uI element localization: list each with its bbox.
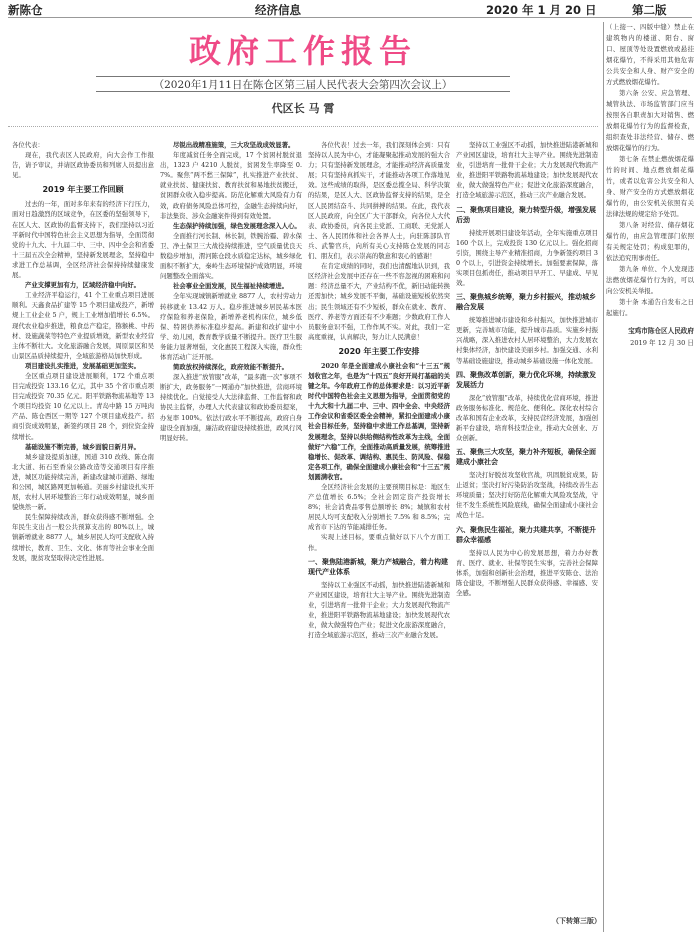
notice-paragraph: 第九条 单位、个人发现违法燃放烟花爆竹行为的，可以向公安机关举报。 xyxy=(606,265,694,295)
plan-item-heading: 四、聚焦改革创新，聚力优化环境，持续激发发展活力 xyxy=(456,370,596,389)
plan-item-body: 坚决打好脱贫攻坚收官战，巩固脱贫成果，防止返贫；坚决打好污染防治攻坚战，持续改善生态环境质量；坚决打好防范化解重大风险攻坚战，守住不发生系统性风险底线，确保全面建成小康社会成色十足。 xyxy=(456,471,598,520)
review-paragraph: 在肯定成绩的同时，我们也清醒地认识到，我区经济社会发展中还存在一些不容忽视的困难和问题：经济总量不大，产业结构不优，新旧动能转换还需加快；城乡发展不平衡，基础设施短板依然突出；民生领域还有不少短板，群众在就业、教育、医疗、养老等方面还有不少难题；少数政府工作人员服务意识不强，工作作风不实。对此，我们一定高度重视，认真解决，努力让人民满意！ xyxy=(308,262,450,341)
text-column-4 xyxy=(456,140,598,930)
plan-item-heading: 五、聚焦三大攻坚，聚力补齐短板，确保全面建成小康社会 xyxy=(456,448,596,467)
main-article xyxy=(8,22,604,932)
review-paragraph: 过去的一年，面对多年来有的经济下行压力，面对日趋激烈的区域竞争，在区委的坚强领导下，在区人大、区政协的监督支持下，我们坚持以习近平新时代中国特色社会主义思想为指导，全面贯彻党的十九大、十九届二中、三中、四中全会和省委十三届五次全会精神，坚持新发展理念，坚持稳中求进工作总基调，全区经济社会保持持续健康发展。 xyxy=(12,200,154,280)
section-heading-plan: 2020 年主要工作安排 xyxy=(338,346,420,356)
plan-item-heading: 六、聚焦民生福祉，聚力共建共享，不断提升群众幸福感 xyxy=(456,525,596,544)
article-title: 政府工作报告 xyxy=(188,32,417,70)
section-heading-review: 2019 年主要工作回顾 xyxy=(42,185,124,195)
item-heading: 简政放权持续深化，政府效能不断提升。 xyxy=(173,363,289,372)
review-paragraph: 各位代表！过去一年，我们深刻体会到：只有坚持以人民为中心，才能凝聚起推动发展的强大合力；只有坚持新发展理念，才能推动经济高质量发展；只有坚持真抓实干，才能推动各项工作落地见效。这些成绩的取得，是区委总揽全局、科学决策的结果，是区人大、区政协监督支持的结果，是全区人民团结奋斗、共同拼搏的结果。在此，我代表区人民政府，向全区广大干部群众，向各位人大代表、政协委员，向各民主党派、工商联、无党派人士、各人民团体和社会各界人士，向驻陈部队官兵、武警官兵，向所有关心支持陈仓发展的同志们、朋友们，表示崇高的敬意和衷心的感谢！ xyxy=(308,141,450,261)
masthead xyxy=(8,4,692,18)
notice-date: 2019 年 12 月 30 日 xyxy=(630,339,694,347)
item-heading: 社会事业全面发展，民生福祉持续增进。 xyxy=(173,282,289,291)
page-number: 第二版 xyxy=(632,3,667,17)
item-heading: 生态保护持续加强，绿色发展理念深入人心。 xyxy=(173,221,301,230)
continued-note: （下转第三版） xyxy=(552,917,601,925)
text-column-3 xyxy=(308,140,450,930)
newspaper-name: 新陈仓 xyxy=(8,3,43,17)
notice-paragraph: （上接一、四版中缝）禁止在建筑物内的楼道、阳台、窗口、屋顶等处设置燃放或悬挂烟花爆竹，不得采用其他危害公共安全和人身、财产安全的方式燃放烟花爆竹。 xyxy=(606,23,694,86)
notice-paragraph: 第八条 对经营、储存烟花爆竹的，由应急管理部门依照有关规定处罚；构成犯罪的，依法追究刑事责任。 xyxy=(606,221,694,262)
plan-paragraph: 2020 年是全面建成小康社会和“十三五”规划收官之年，也是为“十四五”良好开局打基础的关键之年。今年政府工作的总体要求是：以习近平新时代中国特色社会主义思想为指导，全面贯彻党的十九大和十九届二中、三中、四中全会、中央经济工作会议和省委区委全会精神，紧扣全面建成小康社会目标任务，坚持稳中求进工作总基调，坚持新发展理念，坚持以供给侧结构性改革为主线，全面做好“六稳”工作，全面推动高质量发展，统筹推进稳增长、促改革、调结构、惠民生、防风险、保稳定各项工作，确保全面建成小康社会和“十三五”规划圆满收官。 xyxy=(308,361,450,481)
plan-paragraph: 实现上述目标，要重点做好以下八个方面工作。 xyxy=(308,533,450,552)
review-paragraph: 民生保障持续改善，群众获得感不断增强。全年民生支出占一般公共预算支出的 80%以上，城镇新增就业 8877 人，城乡居民人均可支配收入持续增长，教育、卫生、文化、体育等社会事业全面发展，脱贫攻坚取得决定性进展。 xyxy=(12,513,154,562)
notice-signature: 宝鸡市陈仓区人民政府 xyxy=(628,327,694,335)
section-name: 经济信息 xyxy=(255,3,301,17)
plan-item-body: 坚持以工业强区不动摇，加快推进陆港新城和产业园区建设，培育壮大主导产业。围绕先进制造业，引进培育一批骨干企业；大力发展现代物流产业，推进阳平铁路物流基地建设；加快发展现代农业，做大做强特色产业；促进文化旅游深度融合，打造全域旅游示范区，推动三次产业融合发展。 xyxy=(308,580,450,640)
text-column-1 xyxy=(12,140,154,930)
article-banner xyxy=(8,30,598,134)
plan-paragraph: 全区经济社会发展的主要预期目标是：地区生产总值增长 6.5%；全社会固定资产投资增长 8%；社会消费品零售总额增长 8%；城镇和农村居民人均可支配收入分别增长 7.5% 和 8.5%；完成省市下达的节能减排任务。 xyxy=(308,483,450,532)
issue-date: 2020 年 1 月 20 日 xyxy=(486,3,597,17)
item-heading: 项目建设扎实推进，发展基础更加坚实。 xyxy=(25,361,141,370)
article-byline: 代区长 马 霄 xyxy=(271,102,335,115)
plan-item-body: 坚持以工业强区不动摇，加快推进陆港新城和产业园区建设，培育壮大主导产业。围绕先进制造业，引进培育一批骨干企业；大力发展现代物流产业，推进阳平铁路物流基地建设；加快发展现代农业，做大做强特色产业；促进文化旅游深度融合，打造全域旅游示范区，推动三次产业融合发展。 xyxy=(456,141,598,200)
item-body: 工业经济平稳运行，41 个工业重点项目进展顺利。天鑫食品扩建等 15 个项目建成投产，新增规上工业企业 5 户，规上工业增加值增长 6.5%。现代农业稳步推进，粮食总产稳定，猕猴桃、中药材、设施蔬菜等特色产业提质增效，新型农业经营主体不断壮大。文化旅游融合发展，周原景区和吴山景区品质持续提升，全域旅游格局加快形成。 xyxy=(12,291,154,360)
item-heading: 尽锐出战精准施策，三大攻坚战成效显著。 xyxy=(173,141,295,149)
notice-paragraph: 第十条 本通告自发布之日起施行。 xyxy=(606,298,694,317)
item-body: 城乡建设提质加速，国道 310 改线、陈仓南北大道、拓石至香泉公路改造等交通项目有序推进，城区功能持续完善，新建改建城市道路、绿地和公园，城区路网更加畅通。美丽乡村建设扎实开展，农村人居环境整治三年行动成效明显，城乡面貌焕然一新。 xyxy=(12,452,154,512)
item-body: 深入推进“放管服”改革，“最多跑一次”事项不断扩大，政务服务“一网通办”加快推进，营商环境持续优化。自觉接受人大法律监督、工作监督和政协民主监督，办理人大代表建议和政协委员提案，办复率 100%。依法行政水平不断提高，政府自身建设全面加强，廉洁政府建设持续推进，政风行风明显好转。 xyxy=(160,373,302,442)
text-column-2 xyxy=(160,140,302,930)
plan-item-body: 持续开展项目建设年活动，全年实施重点项目 160 个以上，完成投资 130 亿元以上。强化招商引资，围绕主导产业精准招商，力争新签约项目 30 个以上，引进资金持续增长。加强要素保障，落实项目包抓责任，推动项目早开工、早建成、早见效。 xyxy=(456,228,598,288)
greeting: 各位代表： xyxy=(12,141,44,149)
plan-item-body: 坚持以人民为中心的发展思想，着力办好教育、医疗、就业、社保等民生实事，完善社会保障体系，加强和创新社会治理，推进平安陈仓、法治陈仓建设，不断增强人民群众获得感、幸福感、安全感。 xyxy=(456,548,598,597)
item-heading: 产业支撑更加有力，区域经济稳中向好。 xyxy=(25,281,141,290)
notice-paragraph: 第六条 公安、应急管理、城管执法、市场监管部门应当按照各自职责加大对销售、燃放烟花爆竹行为的监督检查，组织查处非法经营、储存、燃放烟花爆竹的行为。 xyxy=(606,89,694,152)
plan-item-body: 深化“放管服”改革，持续优化营商环境，推进政务服务标准化、规范化、便利化。深化农村综合改革和国有企业改革，支持民营经济发展，加强创新平台建设，培育科技型企业，推动大众创业、万众创新。 xyxy=(456,393,598,442)
item-body: 全面推行河长制、林长制，铁腕治霾、碧水保卫、净土保卫三大战役持续推进，空气质量优良天数稳步增加，渭河陈仓段水质稳定达标，城乡绿化面积不断扩大，秦岭生态环境保护成效明显，环境问题整改全面落实。 xyxy=(160,231,302,281)
banner-divider xyxy=(8,126,598,130)
plan-item-heading: 三、聚焦城乡统筹，聚力乡村振兴，推动城乡融合发展 xyxy=(456,293,596,312)
plan-item-body: 统筹推进城市建设和乡村振兴，加快推进城市更新，完善城市功能，提升城市品质。实施乡村振兴战略，深入推进农村人居环境整治，大力发展农村集体经济，加快建设美丽乡村。加强交通、水利等基础设施建设，推动城乡基础设施一体化发展。 xyxy=(456,316,598,365)
item-body: 全区重点项目建设进展顺利，172 个重点项目完成投资 133.16 亿元，其中 35 个省市重点项目完成投资 70.35 亿元。阳平铁路物流基地等 13 个项目均投资 10 亿元以上。青岛中路 15 万吨肉产品、陈仓西区一期等 127 个项目建成投产。招商引资成效明显，新签约项目 28 个，到位资金持续增长。 xyxy=(12,371,154,441)
side-column-notice xyxy=(606,22,694,932)
item-body: 全年实现城镇新增就业 8877 人，农村劳动力转移就业 13.42 万人。稳步推进城乡居民基本医疗保险和养老保险，新增养老机构床位，城乡低保、特困供养标准稳步提高。新建和改扩建中小学、幼儿园，教育教学质量不断提升。医疗卫生服务能力显著增强，文化惠民工程深入实施，群众性体育活动广泛开展。 xyxy=(160,292,302,361)
item-body: 年度减贫任务全面完成，17 个贫困村脱贫退出，1323 户 4210 人脱贫，贫困发生率降至 0.7%。聚焦“两不愁三保障”，扎实推进产业扶贫、就业扶贫、健康扶贫、教育扶贫和易地扶贫搬迁，贫困群众收入稳步提高。防范化解重大风险有力有效，政府债务风险总体可控，金融生态持续向好，非法集资、涉众金融案件得到有效处置。 xyxy=(160,151,302,220)
plan-item-heading: 一、聚焦陆港新城，聚力产城融合，着力构建现代产业体系 xyxy=(308,557,448,576)
plan-item-heading: 二、聚焦项目建设，聚力转型升级，增强发展后劲 xyxy=(456,205,596,224)
intro-paragraph: 现在，我代表区人民政府，向大会作工作报告，请予审议，并请区政协委员和列席人员提出意见。 xyxy=(12,151,154,180)
item-heading: 基础设施不断完善，城乡面貌日新月异。 xyxy=(25,442,141,451)
article-subtitle: （2020年1月11日在陈仓区第三届人民代表大会第四次会议上） xyxy=(96,76,510,92)
notice-paragraph: 第七条 在禁止燃放烟花爆竹的时间、地点燃放烟花爆竹，或者以危害公共安全和人身、财产安全的方式燃放烟花爆竹的，由公安机关依照有关法律法规的规定给予处罚。 xyxy=(606,155,694,218)
